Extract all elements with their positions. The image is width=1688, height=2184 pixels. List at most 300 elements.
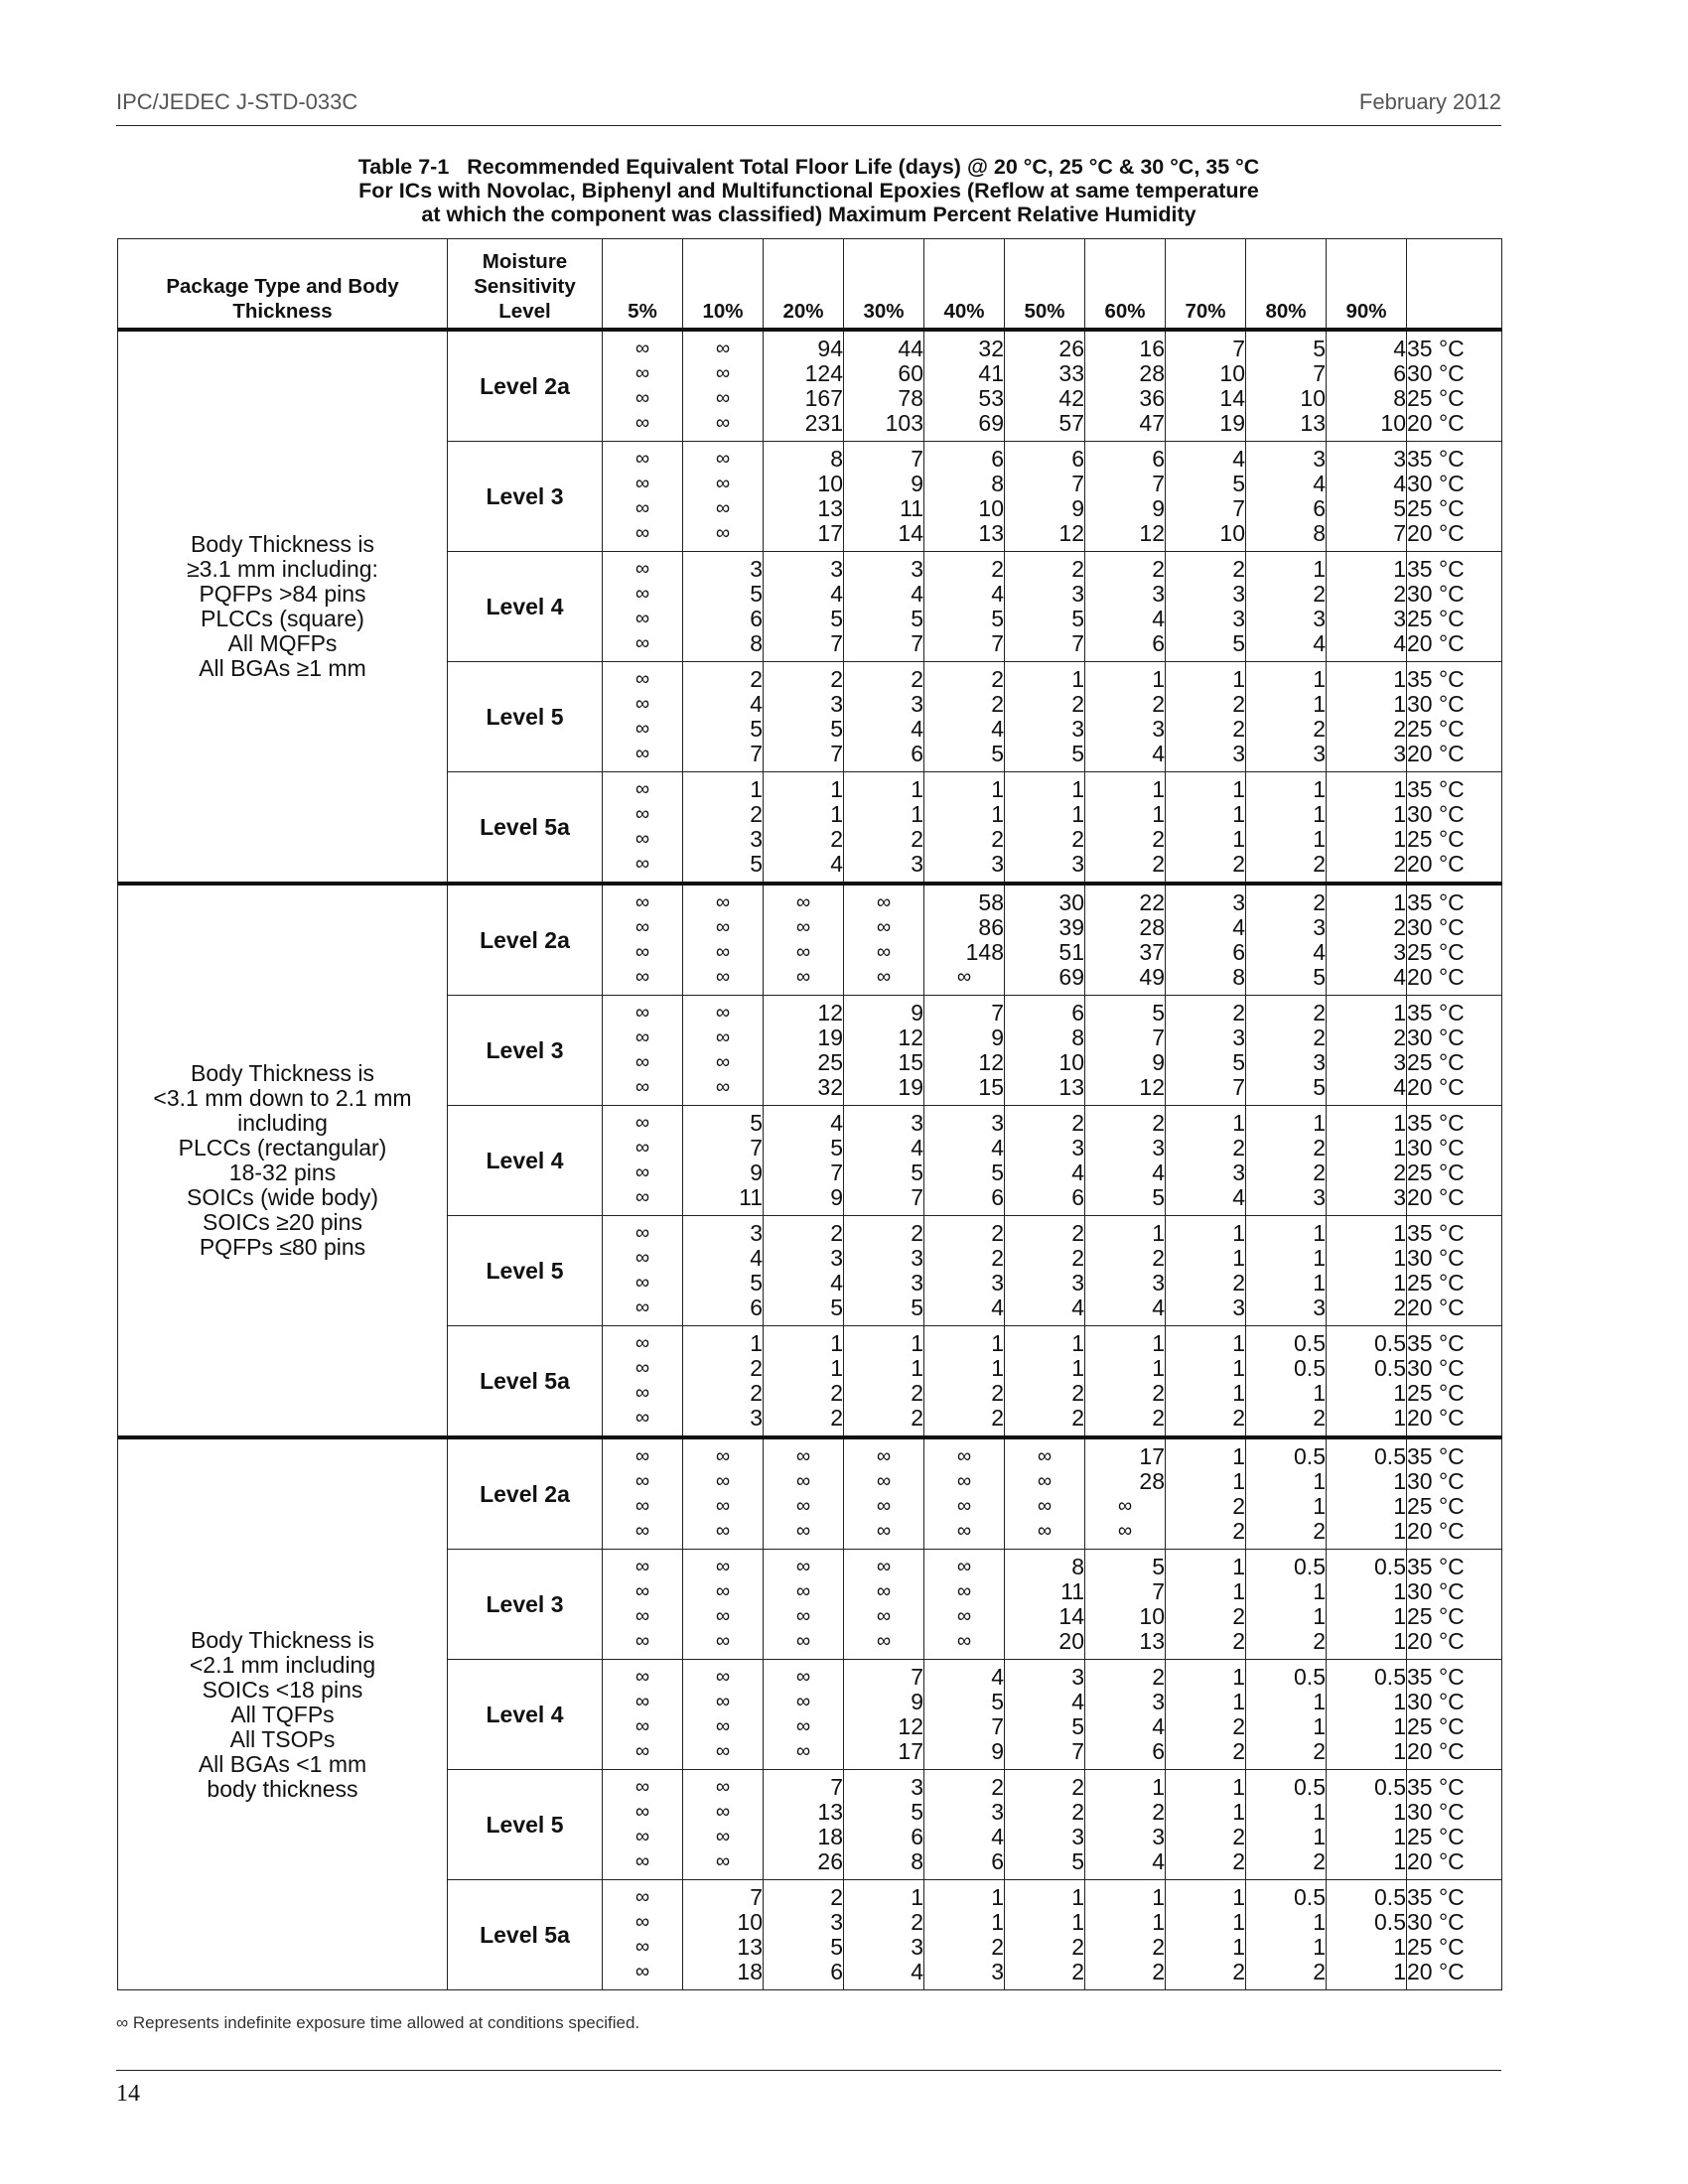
package-line: SOICs ≥20 pins xyxy=(203,1209,362,1235)
floor-life-value: ∞ xyxy=(956,1495,972,1517)
floor-life-value: 2 xyxy=(1152,1245,1165,1271)
floor-life-value: 9 xyxy=(750,1160,763,1185)
floor-life-value: 3 xyxy=(991,1110,1004,1136)
floor-life-value: 5 xyxy=(750,581,763,607)
floor-life-value: 8 xyxy=(1313,520,1326,546)
floor-life-value: ∞ xyxy=(715,1076,731,1098)
floor-life-value: 1 xyxy=(1152,1220,1165,1246)
floor-life-cell xyxy=(603,662,683,772)
floor-life-value: 69 xyxy=(1058,964,1084,990)
floor-life-value: 1 xyxy=(1232,1355,1245,1381)
floor-life-value: 7 xyxy=(1071,471,1084,496)
floor-life-value: 4 xyxy=(1313,939,1326,965)
floor-life-cell xyxy=(1246,1326,1327,1438)
floor-life-value: 4 xyxy=(830,851,843,877)
floor-life-value: ∞ xyxy=(876,1470,892,1492)
floor-life-value: 4 xyxy=(911,1959,923,1984)
floor-life-value: 2 xyxy=(1152,1110,1165,1136)
floor-life-value: 2 xyxy=(991,691,1004,717)
msl-level-cell: Level 4 xyxy=(448,1106,603,1216)
floor-life-cell xyxy=(1005,772,1085,885)
floor-life-value: 7 xyxy=(911,1664,923,1690)
floor-life-value: ∞ xyxy=(1037,1445,1053,1467)
floor-life-value: ∞ xyxy=(634,1445,650,1467)
floor-life-value: 10 xyxy=(817,471,843,496)
floor-life-value: 4 xyxy=(1232,1184,1245,1210)
floor-life-value: 5 xyxy=(991,741,1004,766)
floor-life-value: ∞ xyxy=(715,387,731,409)
title-line: For ICs with Novolac, Biphenyl and Multifunctional Epoxies (Reflow at same temperature xyxy=(358,179,1259,203)
temperature-value: 30 °C xyxy=(1407,1689,1465,1714)
floor-life-value: 2 xyxy=(1071,1405,1084,1431)
temperature-value: 30 °C xyxy=(1407,1799,1465,1825)
floor-life-value: 1 xyxy=(1313,1380,1326,1406)
floor-life-cell xyxy=(764,442,844,552)
floor-life-value: ∞ xyxy=(715,1556,731,1577)
floor-life-value: 1 xyxy=(1393,1738,1406,1764)
floor-life-cell xyxy=(924,1326,1005,1438)
floor-life-value: 0.5 xyxy=(1294,1330,1326,1356)
floor-life-cell xyxy=(1166,552,1246,662)
floor-life-value: 28 xyxy=(1139,914,1165,940)
floor-life-value: 7 xyxy=(991,630,1004,656)
floor-life-cell xyxy=(924,1660,1005,1770)
floor-life-value: 5 xyxy=(1313,964,1326,990)
floor-life-value: 1 xyxy=(911,1355,923,1381)
temperature-cell xyxy=(1407,1880,1502,1990)
msl-level-cell: Level 5a xyxy=(448,772,603,885)
floor-life-value: 1 xyxy=(1393,1220,1406,1246)
temperature-value: 20 °C xyxy=(1407,741,1465,766)
floor-life-cell xyxy=(844,442,924,552)
floor-life-value: 12 xyxy=(1139,520,1165,546)
floor-life-value: 9 xyxy=(1071,495,1084,521)
floor-life-value: 1 xyxy=(1313,666,1326,692)
floor-life-value: ∞ xyxy=(634,362,650,384)
floor-life-value: 69 xyxy=(978,410,1004,436)
floor-life-value: 4 xyxy=(1152,741,1165,766)
floor-life-value: 14 xyxy=(1058,1603,1084,1629)
temperature-value: 30 °C xyxy=(1407,581,1465,607)
floor-life-value: 1 xyxy=(1232,1774,1245,1800)
temperature-cell xyxy=(1407,772,1502,885)
floor-life-value: ∞ xyxy=(634,1580,650,1602)
floor-life-value: 26 xyxy=(817,1848,843,1874)
floor-life-value: 0.5 xyxy=(1374,1909,1406,1935)
floor-life-value: 7 xyxy=(1152,1578,1165,1604)
floor-life-cell xyxy=(1327,1216,1407,1326)
floor-life-value: ∞ xyxy=(634,828,650,850)
floor-life-cell xyxy=(603,1106,683,1216)
column-header-rh: 80% xyxy=(1246,239,1327,331)
floor-life-value: 2 xyxy=(1071,691,1084,717)
floor-life-cell xyxy=(844,330,924,442)
floor-life-value: 2 xyxy=(1232,556,1245,582)
floor-life-value: 2 xyxy=(1313,889,1326,915)
floor-life-value: 13 xyxy=(817,495,843,521)
column-header-temp xyxy=(1407,239,1502,331)
floor-life-value: 1 xyxy=(1393,1799,1406,1825)
floor-life-cell xyxy=(1085,1550,1166,1660)
floor-life-value: ∞ xyxy=(715,448,731,470)
floor-life-value: ∞ xyxy=(715,362,731,384)
floor-life-cell xyxy=(924,1106,1005,1216)
floor-life-value: ∞ xyxy=(1117,1495,1133,1517)
floor-life-value: 6 xyxy=(1152,630,1165,656)
floor-life-cell xyxy=(1246,330,1327,442)
floor-life-cell xyxy=(1166,1770,1246,1880)
floor-life-value: 12 xyxy=(898,1713,923,1739)
floor-life-value: 7 xyxy=(750,1135,763,1160)
floor-life-cell xyxy=(1327,552,1407,662)
floor-life-value: ∞ xyxy=(1037,1520,1053,1542)
temperature-value: 30 °C xyxy=(1407,360,1465,386)
floor-life-value: 3 xyxy=(911,1774,923,1800)
floor-life-value: 0.5 xyxy=(1374,1355,1406,1381)
temperature-value: 30 °C xyxy=(1407,471,1465,496)
floor-life-cell xyxy=(924,1216,1005,1326)
floor-life-value: 0.5 xyxy=(1374,1330,1406,1356)
floor-life-value: 2 xyxy=(1152,1799,1165,1825)
temperature-value: 25 °C xyxy=(1407,385,1465,411)
floor-life-value: 1 xyxy=(1071,801,1084,827)
floor-life-value: ∞ xyxy=(795,1580,811,1602)
floor-life-value: 3 xyxy=(1393,606,1406,631)
floor-life-value: 5 xyxy=(1071,606,1084,631)
floor-life-value: 1 xyxy=(1393,556,1406,582)
floor-life-value: ∞ xyxy=(634,1630,650,1652)
floor-life-value: 1 xyxy=(1393,1110,1406,1136)
floor-life-cell xyxy=(1327,442,1407,552)
floor-life-cell xyxy=(1246,884,1327,996)
floor-life-value: 1 xyxy=(1393,889,1406,915)
floor-life-value: 3 xyxy=(991,1799,1004,1825)
floor-life-cell xyxy=(603,1550,683,1660)
floor-life-value: ∞ xyxy=(634,1776,650,1798)
floor-life-value: 2 xyxy=(1232,691,1245,717)
floor-life-value: 3 xyxy=(1313,741,1326,766)
package-line: Body Thickness is xyxy=(191,531,374,557)
floor-life-cell xyxy=(683,772,764,885)
floor-life-cell xyxy=(764,1770,844,1880)
floor-life-cell xyxy=(1085,996,1166,1106)
floor-life-value: 1 xyxy=(1232,1934,1245,1960)
floor-life-value: 7 xyxy=(1071,1738,1084,1764)
floor-life-cell xyxy=(1085,1216,1166,1326)
floor-life-value: 1 xyxy=(1313,1713,1326,1739)
floor-life-value: 1 xyxy=(1393,1934,1406,1960)
temperature-cell xyxy=(1407,442,1502,552)
floor-life-cell xyxy=(1005,1660,1085,1770)
temperature-value: 20 °C xyxy=(1407,520,1465,546)
floor-life-value: 1 xyxy=(991,1330,1004,1356)
floor-life-value: 14 xyxy=(1219,385,1245,411)
floor-life-value: 2 xyxy=(750,666,763,692)
floor-life-value: 5 xyxy=(830,716,843,742)
floor-life-value: 5 xyxy=(1313,336,1326,361)
floor-life-value: ∞ xyxy=(634,668,650,690)
floor-life-value: 1 xyxy=(991,776,1004,802)
package-line: PQFPs ≤80 pins xyxy=(199,1234,366,1260)
floor-life-value: 10 xyxy=(1300,385,1326,411)
floor-life-value: 4 xyxy=(991,1135,1004,1160)
floor-life-value: 3 xyxy=(750,556,763,582)
floor-life-value: 167 xyxy=(804,385,843,411)
floor-life-value: 6 xyxy=(1071,446,1084,472)
temperature-value: 20 °C xyxy=(1407,851,1465,877)
floor-life-value: 1 xyxy=(1232,1443,1245,1469)
floor-life-value: 2 xyxy=(1313,1135,1326,1160)
floor-life-cell xyxy=(764,330,844,442)
floor-life-value: 2 xyxy=(1393,1295,1406,1320)
floor-life-value: 2 xyxy=(1232,1000,1245,1025)
floor-life-cell xyxy=(844,1880,924,1990)
package-line: All TQFPs xyxy=(230,1701,335,1727)
floor-life-value: 5 xyxy=(991,606,1004,631)
floor-life-cell xyxy=(1166,662,1246,772)
floor-life-value: 9 xyxy=(830,1184,843,1210)
floor-life-value: 1 xyxy=(1313,1578,1326,1604)
floor-life-value: 19 xyxy=(817,1024,843,1050)
temperature-value: 30 °C xyxy=(1407,1468,1465,1494)
floor-life-cell xyxy=(1166,1326,1246,1438)
floor-life-value: 2 xyxy=(1152,556,1165,582)
floor-life-cell xyxy=(764,662,844,772)
floor-life-value: 2 xyxy=(1393,851,1406,877)
floor-life-value: 4 xyxy=(991,581,1004,607)
floor-life-value: 4 xyxy=(830,581,843,607)
msl-level-cell: Level 5a xyxy=(448,1880,603,1990)
floor-life-cell xyxy=(603,1437,683,1550)
floor-life-value: 49 xyxy=(1139,964,1165,990)
floor-life-value: ∞ xyxy=(634,916,650,938)
floor-life-value: 3 xyxy=(830,1245,843,1271)
floor-life-value: 1 xyxy=(830,1355,843,1381)
floor-life-value: 4 xyxy=(991,1664,1004,1690)
floor-life-cell xyxy=(1005,662,1085,772)
floor-life-value: 4 xyxy=(830,1110,843,1136)
floor-life-value: 14 xyxy=(898,520,923,546)
floor-life-value: 3 xyxy=(911,1245,923,1271)
floor-life-value: 1 xyxy=(1393,1713,1406,1739)
floor-life-value: ∞ xyxy=(634,853,650,875)
floor-life-value: ∞ xyxy=(715,1666,731,1688)
floor-life-value: 5 xyxy=(1152,1554,1165,1579)
temperature-value: 20 °C xyxy=(1407,410,1465,436)
floor-life-value: ∞ xyxy=(715,891,731,913)
floor-life-value: 7 xyxy=(991,1000,1004,1025)
floor-life-cell xyxy=(1327,1326,1407,1438)
floor-life-value: 7 xyxy=(750,741,763,766)
floor-life-value: 4 xyxy=(1152,1848,1165,1874)
floor-life-value: 1 xyxy=(1313,1934,1326,1960)
floor-life-cell xyxy=(1246,1106,1327,1216)
temperature-value: 20 °C xyxy=(1407,1074,1465,1100)
floor-life-cell xyxy=(1327,1437,1407,1550)
floor-life-cell xyxy=(1005,1437,1085,1550)
floor-life-cell xyxy=(1166,884,1246,996)
floor-life-value: ∞ xyxy=(715,1801,731,1823)
floor-life-value: ∞ xyxy=(956,1520,972,1542)
floor-life-value: 13 xyxy=(1058,1074,1084,1100)
floor-life-value: 4 xyxy=(1152,606,1165,631)
floor-life-value: 2 xyxy=(1152,691,1165,717)
floor-life-value: 3 xyxy=(911,691,923,717)
floor-life-cell xyxy=(764,1437,844,1550)
floor-life-value: ∞ xyxy=(715,1850,731,1872)
floor-life-value: 12 xyxy=(1139,1074,1165,1100)
floor-life-value: ∞ xyxy=(795,1520,811,1542)
floor-life-value: ∞ xyxy=(795,1605,811,1627)
floor-life-value: 3 xyxy=(1313,914,1326,940)
floor-life-value: 5 xyxy=(830,1934,843,1960)
floor-life-value: ∞ xyxy=(795,941,811,963)
floor-life-value: ∞ xyxy=(795,1666,811,1688)
floor-life-value: 3 xyxy=(1393,1049,1406,1075)
floor-life-cell xyxy=(1246,996,1327,1106)
floor-life-cell xyxy=(1085,662,1166,772)
floor-life-value: 12 xyxy=(978,1049,1004,1075)
temperature-value: 25 °C xyxy=(1407,495,1465,521)
floor-life-value: 78 xyxy=(898,385,923,411)
floor-life-value: 1 xyxy=(1393,1603,1406,1629)
temperature-value: 25 °C xyxy=(1407,826,1465,852)
floor-life-value: 2 xyxy=(991,1245,1004,1271)
floor-life-value: 4 xyxy=(1393,1074,1406,1100)
floor-life-value: 2 xyxy=(1313,1518,1326,1544)
floor-life-cell xyxy=(683,330,764,442)
floor-life-value: 10 xyxy=(1219,360,1245,386)
floor-life-value: 3 xyxy=(1232,889,1245,915)
floor-life-value: 1 xyxy=(1313,1468,1326,1494)
floor-life-cell xyxy=(924,662,1005,772)
floor-life-cell xyxy=(1246,772,1327,885)
floor-life-value: 0.5 xyxy=(1294,1884,1326,1910)
floor-life-value: 3 xyxy=(991,1959,1004,1984)
floor-life-value: ∞ xyxy=(634,558,650,580)
floor-life-value: ∞ xyxy=(1037,1470,1053,1492)
floor-life-value: 2 xyxy=(1071,1220,1084,1246)
floor-life-value: 5 xyxy=(1232,1049,1245,1075)
floor-life-value: 2 xyxy=(1232,1848,1245,1874)
floor-life-cell xyxy=(1246,1437,1327,1550)
floor-life-cell xyxy=(1085,1660,1166,1770)
floor-life-cell xyxy=(1005,330,1085,442)
floor-life-value: 1 xyxy=(1152,1774,1165,1800)
floor-life-value: 47 xyxy=(1139,410,1165,436)
floor-life-value: ∞ xyxy=(715,412,731,434)
floor-life-value: 2 xyxy=(911,1405,923,1431)
floor-life-value: ∞ xyxy=(795,1556,811,1577)
floor-life-value: 6 xyxy=(1152,446,1165,472)
package-line: ≥3.1 mm including: xyxy=(187,556,378,582)
floor-life-value: ∞ xyxy=(634,1297,650,1318)
floor-life-value: 1 xyxy=(1393,1405,1406,1431)
floor-life-value: 5 xyxy=(830,1295,843,1320)
floor-life-value: 3 xyxy=(1071,716,1084,742)
floor-life-value: 6 xyxy=(1393,360,1406,386)
floor-life-value: 3 xyxy=(830,556,843,582)
floor-life-value: ∞ xyxy=(634,1495,650,1517)
floor-life-value: 2 xyxy=(1071,1380,1084,1406)
floor-life-cell xyxy=(683,552,764,662)
msl-level-cell: Level 2a xyxy=(448,1437,603,1550)
floor-life-value: ∞ xyxy=(634,1247,650,1269)
floor-life-value: 33 xyxy=(1058,360,1084,386)
temperature-cell xyxy=(1407,1326,1502,1438)
floor-life-value: 2 xyxy=(911,1380,923,1406)
floor-life-value: 2 xyxy=(1313,1024,1326,1050)
floor-life-value: ∞ xyxy=(634,941,650,963)
floor-life-value: 1 xyxy=(1393,1578,1406,1604)
floor-life-value: 1 xyxy=(1393,1518,1406,1544)
temperature-value: 25 °C xyxy=(1407,1824,1465,1849)
floor-life-cell xyxy=(764,996,844,1106)
floor-life-value: 2 xyxy=(1071,1110,1084,1136)
floor-life-value: 4 xyxy=(911,581,923,607)
floor-life-value: ∞ xyxy=(795,1630,811,1652)
floor-life-value: 1 xyxy=(1313,1245,1326,1271)
temperature-value: 35 °C xyxy=(1407,556,1465,582)
floor-life-value: ∞ xyxy=(876,1520,892,1542)
temperature-value: 20 °C xyxy=(1407,1295,1465,1320)
floor-life-cell xyxy=(1246,442,1327,552)
floor-life-cell xyxy=(924,772,1005,885)
temperature-cell xyxy=(1407,1660,1502,1770)
floor-life-value: 37 xyxy=(1139,939,1165,965)
floor-life-value: 1 xyxy=(1152,1355,1165,1381)
column-header-rh: 10% xyxy=(683,239,764,331)
floor-life-value: 0.5 xyxy=(1294,1554,1326,1579)
temperature-value: 35 °C xyxy=(1407,1000,1465,1025)
package-line: PLCCs (rectangular) xyxy=(178,1135,387,1160)
floor-life-value: ∞ xyxy=(876,1445,892,1467)
floor-life-value: 3 xyxy=(1232,1024,1245,1050)
floor-life-value: 1 xyxy=(1393,691,1406,717)
temperature-value: 35 °C xyxy=(1407,1330,1465,1356)
floor-life-value: 94 xyxy=(817,336,843,361)
floor-life-value: 3 xyxy=(1232,606,1245,631)
floor-life-value: 1 xyxy=(1313,691,1326,717)
floor-life-value: 1 xyxy=(1313,1799,1326,1825)
floor-life-value: 86 xyxy=(978,914,1004,940)
floor-life-value: ∞ xyxy=(634,522,650,544)
package-type-cell xyxy=(118,884,448,1437)
floor-life-cell xyxy=(1085,884,1166,996)
temperature-value: 35 °C xyxy=(1407,1884,1465,1910)
floor-life-value: 1 xyxy=(1393,1959,1406,1984)
floor-life-value: 1 xyxy=(1232,1578,1245,1604)
floor-life-value: 1 xyxy=(1313,1493,1326,1519)
floor-life-value: 9 xyxy=(911,1000,923,1025)
floor-life-value: ∞ xyxy=(634,693,650,715)
table-row xyxy=(118,330,1502,442)
floor-life-value: 1 xyxy=(1393,1380,1406,1406)
temperature-cell xyxy=(1407,662,1502,772)
floor-life-value: ∞ xyxy=(634,1605,650,1627)
floor-life-value: 1 xyxy=(1232,1884,1245,1910)
floor-life-value: 7 xyxy=(1313,360,1326,386)
floor-life-cell xyxy=(1327,662,1407,772)
floor-life-value: 1 xyxy=(1071,776,1084,802)
floor-life-value: 19 xyxy=(898,1074,923,1100)
floor-life-value: 11 xyxy=(1060,1578,1084,1604)
floor-life-value: ∞ xyxy=(634,1556,650,1577)
floor-life-value: ∞ xyxy=(715,1495,731,1517)
floor-life-value: 2 xyxy=(1313,716,1326,742)
floor-life-value: 3 xyxy=(830,1909,843,1935)
floor-life-value: 2 xyxy=(750,1380,763,1406)
